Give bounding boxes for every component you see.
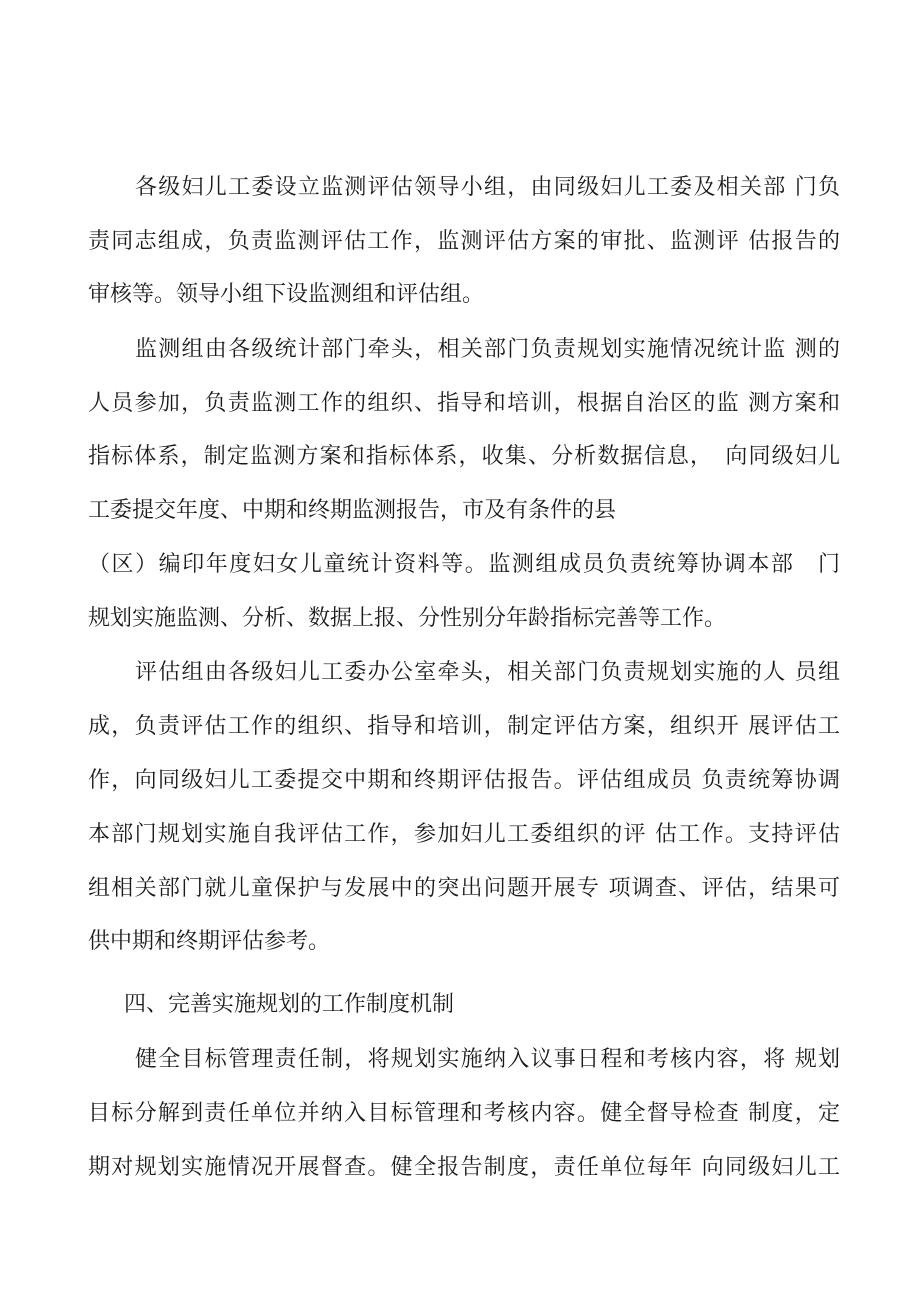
text-line: 目标分解到责任单位并纳入目标管理和考核内容。健全督导检查 制度，定 xyxy=(88,1101,840,1126)
text-line: 人员参加，负责监测工作的组织、指导和培训，根据自治区的监 测方案和 xyxy=(88,391,840,416)
text-line: 健全目标管理责任制，将规划实施纳入议事日程和考核内容，将 规划 xyxy=(135,1047,840,1072)
section-heading: 四、完善实施规划的工作制度机制 xyxy=(124,992,455,1017)
text-line: 工委提交年度、中期和终期监测报告，市及有条件的县 xyxy=(88,498,617,523)
text-line: 作，向同级妇儿工委提交中期和终期评估报告。评估组成员 负责统筹协调 xyxy=(88,768,840,793)
text-line: 组相关部门就儿童保护与发展中的突出问题开展专 项调查、评估，结果可 xyxy=(88,876,840,901)
text-line: 评估组由各级妇儿工委办公室牵头，相关部门负责规划实施的人 员组 xyxy=(135,660,840,685)
text-line: 本部门规划实施自我评估工作，参加妇儿工委组织的评 估工作。支持评估 xyxy=(88,822,840,847)
text-line: 责同志组成，负责监测评估工作，监测评估方案的审批、监测评 估报告的 xyxy=(88,229,840,254)
text-line: 规划实施监测、分析、数据上报、分性别分年龄指标完善等工作。 xyxy=(88,606,727,631)
text-line: 监测组由各级统计部门牵头，相关部门负责规划实施情况统计监 测的 xyxy=(135,337,840,362)
text-line: （区）编印年度妇女儿童统计资料等。监测组成员负责统筹协调本部 门 xyxy=(88,552,840,577)
text-line: 期对规划实施情况开展督查。健全报告制度，责任单位每年 向同级妇儿工 xyxy=(88,1155,840,1180)
text-line: 审核等。领导小组下设监测组和评估组。 xyxy=(88,282,485,307)
text-line: 指标体系，制定监测方案和指标体系，收集、分析数据信息， 向同级妇儿 xyxy=(88,444,840,469)
text-line: 各级妇儿工委设立监测评估领导小组，由同级妇儿工委及相关部 门负 xyxy=(135,175,840,200)
text-line: 供中期和终期评估参考。 xyxy=(88,929,331,954)
text-line: 成，负责评估工作的组织、指导和培训，制定评估方案，组织开 展评估工 xyxy=(88,714,840,739)
